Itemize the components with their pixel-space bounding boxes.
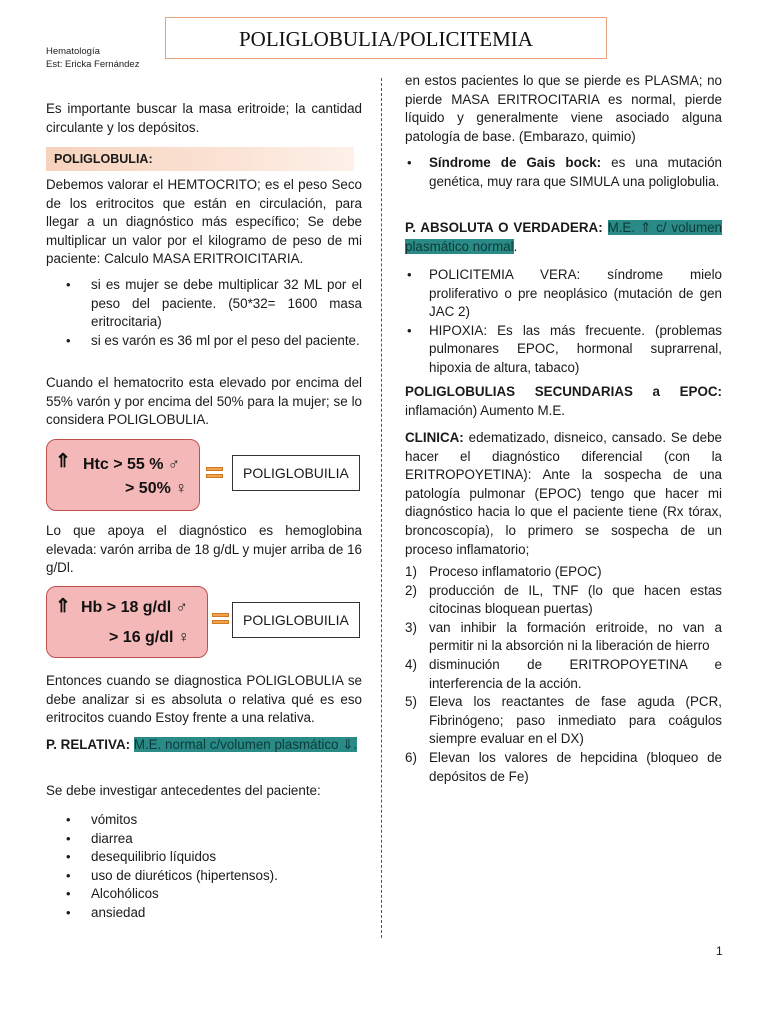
column-divider bbox=[381, 78, 382, 938]
item-text: van inhibir la formación eritroide, no van a permitir ni la absorción ni la liberación de hierro bbox=[429, 619, 722, 654]
secundarias-paragraph bbox=[405, 383, 722, 420]
hemoglobin-paragraph: Lo que apoya el diagnóstico es hemoglobina elevada: varón arriba de 18 g/dL y mujer arriba de 16 g/Dl. bbox=[46, 523, 362, 576]
hb-female-value: > 16 g/dl ♀ bbox=[109, 629, 190, 646]
equals-icon bbox=[206, 467, 223, 481]
absolute-relative-paragraph: Entonces cuando se diagnostica POLIGLOBULIA se debe analizar si es absoluta o relativa qué es eso eritrocitos cuando Estoy frente a una relativa. bbox=[46, 673, 362, 726]
mass-bullet-list bbox=[46, 276, 362, 350]
list-item bbox=[405, 749, 722, 786]
item-text: disminución de ERITROPOYETINA e interferencia de la acción. bbox=[429, 656, 722, 691]
item-text: producción de IL, TNF (lo que hacen estas citocinas bloquean puertas) bbox=[429, 582, 722, 617]
up-arrow-icon: ⇑ bbox=[55, 596, 71, 617]
absoluta-bullet-list bbox=[405, 266, 722, 378]
absoluta-highlight: M.E. ⇑ c/ volumen plasmático normal bbox=[405, 220, 722, 254]
absoluta-definition: P. ABSOLUTA O VERDADERA: M.E. ⇑ c/ volumen plasmático normal. bbox=[405, 220, 722, 254]
history-paragraph: Se debe investigar antecedentes del paciente: bbox=[46, 783, 321, 798]
secundarias-text: inflamación) Aumento M.E. bbox=[405, 402, 566, 418]
htc-criteria-box bbox=[46, 439, 200, 511]
relativa-continuation: en estos pacientes lo que se pierde es PLASMA; no pierde MASA ERITROCITARIA es normal, pierde líquido y generalmente viene asociado alguna patología de base. (Embarazo, quimio) bbox=[405, 73, 722, 144]
absoluta-label: P. ABSOLUTA O VERDADERA: bbox=[405, 220, 603, 235]
list-item bbox=[405, 656, 722, 693]
item-number: 1) bbox=[405, 564, 417, 579]
secundarias-label: POLIGLOBULIAS SECUNDARIAS a EPOC: bbox=[405, 384, 722, 399]
list-item bbox=[405, 582, 722, 619]
clinica-label: CLINICA: bbox=[405, 430, 464, 445]
list-item: • POLICITEMIA VERA: síndrome mielo proliferativo o pre neoplásico (mutación de gen JAC 2) bbox=[405, 266, 722, 322]
gais-bock-label: Síndrome de Gais bock: bbox=[429, 155, 602, 170]
list-item: • vómitos bbox=[46, 811, 362, 830]
gais-bock-text: es una mutación genética, muy rara que SIMULA una poliglobulia. bbox=[429, 155, 722, 189]
history-bullet-list bbox=[46, 811, 362, 923]
list-item bbox=[405, 693, 722, 749]
section-heading bbox=[46, 147, 354, 171]
list-item bbox=[405, 619, 722, 656]
clinica-paragraph bbox=[405, 429, 722, 559]
subject-label: Hematología bbox=[46, 46, 100, 57]
relativa-label: P. RELATIVA: bbox=[46, 737, 131, 752]
clinica-text: edematizado, disneico, cansado. Se debe hacer el diagnóstico diferencial (con la ERITROPOYETINA): Ante la sospecha de una patología pulmonar (EPOC) tengo que hacer mi diagnóstico hacia lo que el paciente tiene (Rx tórax, broncoscopía), lo primero se sospecha de un proceso inflamatorio; bbox=[405, 430, 722, 557]
list-item: • uso de diuréticos (hipertensos). bbox=[46, 867, 362, 886]
list-item: • si es varón es 36 ml por el peso del paciente. bbox=[46, 332, 362, 351]
relativa-highlight: M.E. normal c/volumen plasmático ⇓. bbox=[133, 737, 358, 752]
list-item: • HIPOXIA: Es las más frecuente. (problemas pulmonares EPOC, hormonal suprarrenal, hipoxia de altura, tabaco) bbox=[405, 322, 722, 378]
page-title: POLIGLOBULIA/POLICITEMIA bbox=[165, 17, 607, 59]
item-number: 3) bbox=[405, 619, 417, 635]
result-box: POLIGLOBUILIA bbox=[232, 602, 360, 638]
intro-paragraph: Es importante buscar la masa eritroide; la cantidad circulante y los depósitos. bbox=[46, 101, 362, 135]
page-number: 1 bbox=[716, 944, 723, 958]
gais-bock-list bbox=[405, 154, 722, 191]
list-item bbox=[405, 154, 722, 191]
list-item: • si es mujer se debe multiplicar 32 ML por el peso del paciente. (50*32= 1600 masa eritrocitaria) bbox=[46, 276, 362, 332]
item-number: 2) bbox=[405, 582, 417, 598]
relativa-definition bbox=[46, 736, 362, 755]
item-text: Eleva los reactantes de fase aguda (PCR, Fibrinógeno; paso inmediato para coágulos siempre evaluar en el DX) bbox=[429, 694, 722, 747]
up-arrow-icon: ⇑ bbox=[55, 451, 71, 472]
equals-icon bbox=[212, 613, 229, 627]
item-number: 5) bbox=[405, 694, 417, 710]
section-heading-label: POLIGLOBULIA: bbox=[54, 152, 153, 166]
hb-criteria-box bbox=[46, 586, 208, 658]
htc-female-value: > 50% ♀ bbox=[125, 480, 188, 497]
item-number: 4) bbox=[405, 656, 417, 672]
item-text: Elevan los valores de hepcidina (bloqueo de depósitos de Fe) bbox=[429, 749, 722, 784]
result-box: POLIGLOBUILIA bbox=[232, 455, 360, 491]
hematocrit-paragraph: Debemos valorar el HEMTOCRITO; es el peso Seco de los eritrocitos que están en circulación, para llegar a un diagnóstico más específico; Se debe multiplicar un valor por el kilogramo de peso de mi paciente: Calculo MASA ERITROICITARIA. bbox=[46, 177, 362, 267]
htc-male-value: Htc > 55 % ♂ bbox=[83, 456, 180, 473]
item-number: 6) bbox=[405, 749, 417, 765]
threshold-paragraph: Cuando el hematocrito esta elevado por encima del 55% varón y por encima del 50% para la mujer; se lo considera POLIGLOBULIA. bbox=[46, 375, 362, 428]
hb-male-value: Hb > 18 g/dl ♂ bbox=[81, 599, 188, 616]
list-item bbox=[405, 563, 722, 582]
list-item: • ansiedad bbox=[46, 904, 362, 923]
clinica-numbered-list bbox=[405, 563, 722, 786]
student-label: Est: Ericka Fernández bbox=[46, 59, 140, 70]
list-item: • Alcohólicos bbox=[46, 885, 362, 904]
item-text: Proceso inflamatorio (EPOC) bbox=[429, 564, 602, 579]
list-item: • desequilibrio líquidos bbox=[46, 848, 362, 867]
list-item: • diarrea bbox=[46, 830, 362, 849]
